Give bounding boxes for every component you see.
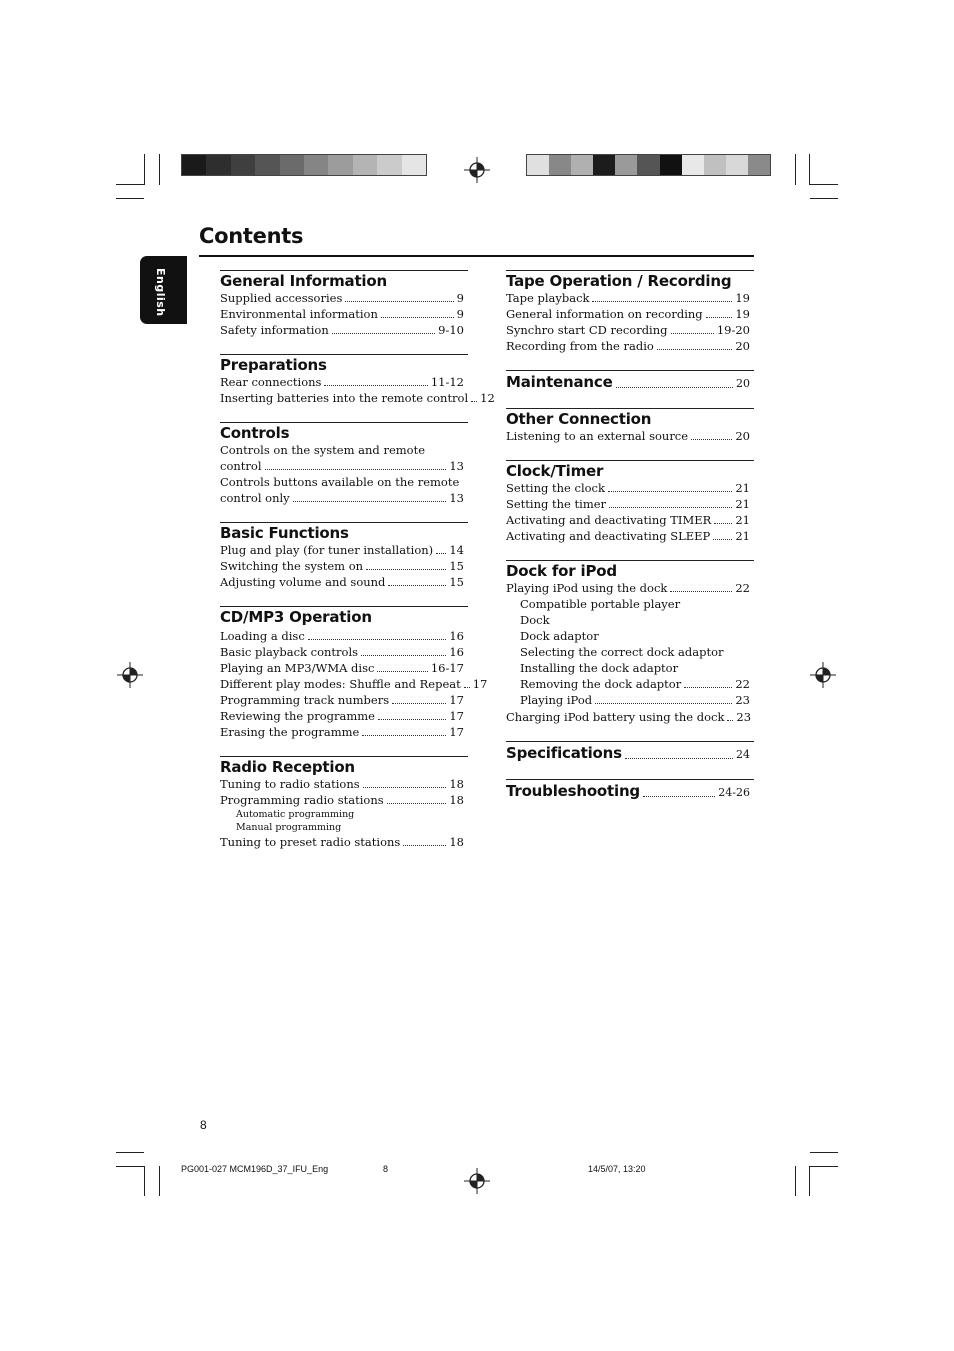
registration-mark-icon (464, 157, 490, 183)
section-heading: Troubleshooting (506, 782, 640, 800)
dot-leader (657, 349, 733, 350)
toc-entry[interactable] (220, 708, 468, 724)
toc-entry-title: Rear connections (220, 375, 322, 389)
toc-entry-title: Reviewing the programme (220, 709, 375, 723)
page-ref: 13 (449, 491, 464, 505)
page-ref: 22 (735, 581, 750, 595)
page-ref: 19 (735, 307, 750, 321)
page-ref: 17 (472, 677, 488, 691)
page-ref: 16 (449, 629, 464, 643)
page-ref: 15 (449, 575, 464, 589)
toc-entry-title: Erasing the programme (220, 725, 360, 739)
color-strip-left (181, 154, 427, 176)
toc-entry[interactable] (220, 374, 468, 390)
section-heading: Clock/Timer (506, 462, 604, 480)
section-heading: Dock for iPod (506, 562, 617, 580)
dot-leader (324, 385, 427, 386)
toc-subentry: Dock adaptor (520, 629, 599, 643)
color-swatch (328, 155, 352, 175)
toc-entry[interactable]: Programming radio stations 18 (220, 793, 464, 807)
color-swatch (304, 155, 328, 175)
toc-entry-title: Adjusting volume and sound (220, 575, 386, 589)
toc-entry[interactable]: Playing iPod using the dock 22 (506, 581, 750, 595)
page-ref: 9 (456, 307, 464, 321)
color-swatch (527, 155, 549, 175)
page-ref: 17 (449, 709, 464, 723)
registration-mark-icon (117, 662, 143, 688)
page-ref: 17 (449, 693, 464, 707)
toc-entry-title: Inserting batteries into the remote control (220, 391, 469, 405)
color-swatch (353, 155, 377, 175)
page-ref: 16-17 (430, 661, 464, 675)
section-heading: Specifications (506, 744, 622, 762)
dot-leader (362, 735, 446, 736)
toc-entry-text: Controls on the system and remote (220, 443, 426, 457)
color-swatch (402, 155, 426, 175)
toc-entry-title: General information on recording (506, 307, 703, 321)
toc-entry[interactable] (220, 644, 468, 660)
color-swatch (682, 155, 704, 175)
toc-entry[interactable]: Tuning to radio stations 18 (220, 777, 464, 791)
page-ref: 11-12 (430, 375, 464, 389)
page-ref: 18 (449, 835, 464, 849)
page-ref: 15 (449, 559, 464, 573)
toc-entry-title: Recording from the radio (506, 339, 654, 353)
toc-entry-title: Activating and deactivating SLEEP (506, 529, 711, 543)
page-ref: 19-20 (716, 323, 750, 337)
page-ref: 23 (735, 693, 750, 707)
toc-entry[interactable]: control only 13 (220, 491, 464, 505)
toc-entry-title: Plug and play (for tuner installation) (220, 543, 434, 557)
color-swatch (637, 155, 659, 175)
section-heading: Tape Operation / Recording (506, 272, 732, 290)
toc-entry[interactable]: Charging iPod battery using the dock 23 (506, 710, 752, 724)
dot-leader (608, 491, 732, 492)
footer-page: 8 (383, 1164, 389, 1174)
footer-file: PG001-027 MCM196D_37_IFU_Eng (181, 1164, 329, 1174)
color-swatch (593, 155, 615, 175)
page-number: 8 (200, 1118, 207, 1132)
section-heading: Radio Reception (220, 758, 355, 776)
section-heading: General Information (220, 272, 387, 290)
page-ref: 22 (735, 677, 750, 691)
toc-entry[interactable] (506, 480, 754, 496)
dot-leader (361, 655, 446, 656)
color-swatch (726, 155, 748, 175)
toc-entry-title: Synchro start CD recording (506, 323, 668, 337)
toc-entry-title: Listening to an external source (506, 429, 689, 443)
page-ref: 9 (456, 291, 464, 305)
toc-entry-title: Environmental information (220, 307, 378, 321)
toc-subentry: Installing the dock adaptor (520, 661, 679, 675)
toc-entry[interactable] (220, 574, 468, 590)
page-ref: 16 (449, 645, 464, 659)
section-troubleshooting (506, 779, 754, 801)
dot-leader (713, 539, 732, 540)
dot-leader (345, 301, 453, 302)
page-ref: 20 (735, 339, 750, 353)
toc-subentry: Dock (520, 613, 550, 627)
dot-leader (381, 317, 454, 318)
toc-entry-title: Tape playback (506, 291, 590, 305)
toc-entry[interactable] (506, 496, 754, 512)
toc-entry[interactable] (220, 322, 468, 338)
page-ref: 21 (735, 529, 750, 543)
section-specifications (506, 741, 754, 763)
title-rule (199, 255, 754, 257)
page-ref: 23 (736, 710, 752, 724)
toc-entry[interactable] (506, 322, 754, 338)
section-heading: Basic Functions (220, 524, 349, 542)
dot-leader (388, 585, 446, 586)
page-ref: 21 (735, 497, 750, 511)
dot-leader (464, 687, 470, 688)
toc-entry[interactable] (220, 306, 468, 322)
color-swatch (206, 155, 230, 175)
toc-entry[interactable]: Removing the dock adaptor 22 (520, 677, 750, 691)
dot-leader (706, 317, 733, 318)
toc-entry-title: Activating and deactivating TIMER (506, 513, 712, 527)
color-swatch (571, 155, 593, 175)
color-swatch (255, 155, 279, 175)
toc-entry-title: Different play modes: Shuffle and Repeat (220, 677, 461, 691)
toc-entry-text: Controls buttons available on the remote (220, 475, 460, 489)
dot-leader (714, 523, 732, 524)
toc-entry-title: Setting the clock (506, 481, 605, 495)
color-swatch (748, 155, 770, 175)
toc-entry[interactable] (220, 558, 468, 574)
toc-entry[interactable] (220, 692, 468, 708)
section-tape-operation (506, 270, 754, 354)
toc-entry[interactable] (220, 724, 468, 740)
dot-leader (691, 439, 732, 440)
dot-leader (308, 639, 447, 640)
page-ref: 24 (736, 748, 750, 761)
page-ref: 13 (449, 459, 464, 473)
color-swatch (377, 155, 401, 175)
toc-subentry: Selecting the correct dock adaptor (520, 645, 724, 659)
section-other-connection (506, 408, 754, 444)
color-swatch (549, 155, 571, 175)
section-cd-mp3-operation (220, 606, 488, 740)
toc-entry[interactable] (506, 512, 754, 528)
dot-leader (377, 671, 427, 672)
toc-entry[interactable]: control 13 (220, 459, 464, 473)
dot-leader (392, 703, 446, 704)
section-heading: Preparations (220, 356, 327, 374)
dot-leader (671, 333, 714, 334)
page-ref: 18 (449, 777, 464, 791)
dot-leader (332, 333, 435, 334)
toc-entry-title: Supplied accessories (220, 291, 343, 305)
color-swatch (660, 155, 682, 175)
toc-entry[interactable] (220, 676, 488, 692)
toc-entry[interactable] (506, 338, 754, 354)
section-dock-for-ipod (506, 560, 754, 725)
section-heading: Maintenance (506, 373, 613, 391)
page-title: Contents (199, 224, 304, 248)
toc-entry[interactable] (220, 542, 468, 558)
language-tab (140, 256, 187, 324)
page-ref: 20 (736, 377, 750, 390)
section-controls (220, 422, 468, 506)
section-heading: Other Connection (506, 410, 652, 428)
page-ref: 9-10 (438, 323, 464, 337)
page-ref: 12 (480, 391, 495, 405)
page-ref: 24-26 (718, 786, 750, 799)
page-ref: 18 (449, 793, 464, 807)
dot-leader (609, 507, 732, 508)
language-tab-label: English (154, 268, 167, 317)
toc-subentry: Compatible portable player (520, 597, 681, 611)
section-radio-reception (220, 756, 468, 850)
section-general-information (220, 270, 468, 338)
toc-entry-title: Loading a disc (220, 629, 305, 643)
color-swatch (704, 155, 726, 175)
page-ref: 14 (449, 543, 464, 557)
toc-entry[interactable] (506, 528, 754, 544)
registration-mark-icon (810, 662, 836, 688)
color-swatch (280, 155, 304, 175)
page-ref: 17 (449, 725, 464, 739)
toc-entry[interactable] (506, 780, 754, 801)
color-strip-right (526, 154, 771, 176)
toc-entry[interactable] (220, 390, 495, 406)
page-ref: 19 (735, 291, 750, 305)
registration-mark-icon (464, 1168, 490, 1194)
contents-column-right (506, 270, 754, 817)
footer-date: 14/5/07, 13:20 (588, 1164, 646, 1174)
color-swatch (615, 155, 637, 175)
color-swatch (231, 155, 255, 175)
toc-entry[interactable] (220, 660, 468, 676)
toc-entry-title: Setting the timer (506, 497, 607, 511)
toc-entry[interactable]: Playing iPod 23 (520, 693, 750, 707)
toc-entry[interactable] (506, 742, 754, 763)
page-ref: 20 (735, 429, 750, 443)
dot-leader (366, 569, 446, 570)
toc-entry[interactable] (220, 628, 468, 644)
section-preparations (220, 354, 495, 406)
section-heading: Controls (220, 424, 290, 442)
section-maintenance (506, 370, 754, 392)
color-swatch (182, 155, 206, 175)
toc-entry-title: Programming track numbers (220, 693, 390, 707)
toc-subentry: Manual programming (236, 822, 342, 833)
section-basic-functions (220, 522, 468, 590)
section-heading: CD/MP3 Operation (220, 608, 372, 626)
toc-subentry: Automatic programming (236, 809, 355, 820)
dot-leader (592, 301, 732, 302)
toc-entry[interactable] (506, 290, 754, 306)
dot-leader (471, 401, 477, 402)
section-clock-timer (506, 460, 754, 544)
toc-entry[interactable] (506, 428, 754, 444)
toc-entry-title: Basic playback controls (220, 645, 359, 659)
toc-entry[interactable] (506, 306, 754, 322)
page-ref: 21 (735, 513, 750, 527)
toc-entry-title: Playing an MP3/WMA disc (220, 661, 375, 675)
toc-entry-title: Safety information (220, 323, 329, 337)
toc-entry[interactable] (220, 290, 468, 306)
dot-leader (436, 553, 446, 554)
dot-leader (378, 719, 446, 720)
toc-entry-title: Switching the system on (220, 559, 364, 573)
toc-entry[interactable] (506, 371, 754, 392)
contents-column-left (220, 270, 495, 866)
page-ref: 21 (735, 481, 750, 495)
toc-entry[interactable]: Tuning to preset radio stations 18 (220, 835, 464, 849)
